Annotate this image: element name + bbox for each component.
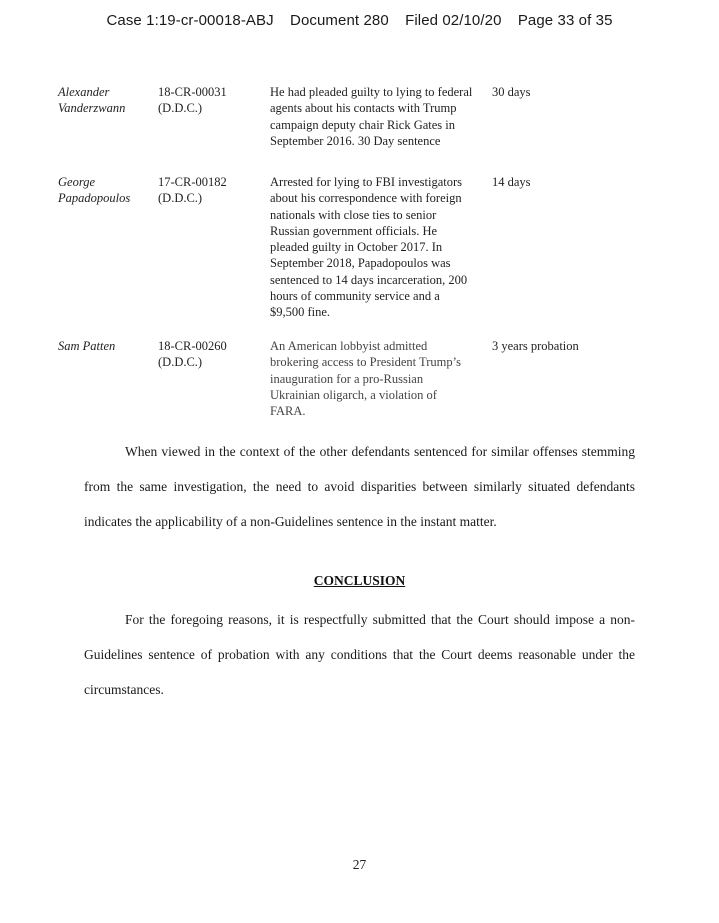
page-indicator: Page 33 of 35 [517,12,613,29]
offense-description: An American lobbyist admitted brokering access to President Trump’s inauguration for a pro-Russian Ukrainian oligarch, a violation of FARA. [270,339,461,419]
case-header [0,12,719,29]
case-number-cell: 18-CR-00031 (D.D.C.) [158,85,227,116]
conclusion-paragraph: For the foregoing reasons, it is respectfully submitted that the Court should impose a non-Guidelines sentence of probation with any conditions that the Court deems reasonable under the circumstances. [84,612,635,698]
sentence-cell: 30 days [492,85,531,99]
conclusion-heading: CONCLUSION [313,573,406,588]
offense-description: Arrested for lying to FBI investigators about his correspondence with foreign nationals with close ties to senior Russian government officials. He pleaded guilty in October 2017. In September 2018, Papadopoulos was sentenced to 14 days incarceration, 200 hours of community service and a $9,500 fine. [270,175,468,320]
page-number: 27 [352,857,367,872]
sentence-cell: 14 days [492,175,531,189]
filed-date: Filed 02/10/20 [405,12,502,29]
defendant-name: Sam Patten [58,339,116,353]
case-number-cell: 18-CR-00260 (D.D.C.) [158,339,227,370]
case-number: Case 1:19-cr-00018-ABJ [106,12,274,29]
case-number-cell: 17-CR-00182 (D.D.C.) [158,175,227,206]
offense-description: He had pleaded guilty to lying to federal agents about his contacts with Trump campaign deputy chair Rick Gates in September 2016. 30 Day sentence [270,85,473,148]
disparity-paragraph: When viewed in the context of the other defendants sentenced for similar offenses stemming from the same investigation, the need to avoid disparities between similarly situated defendants indicates the applicability of a non-Guidelines sentence in the instant matter. [84,444,635,530]
document-number: Document 280 [290,12,389,29]
defendant-name: Alexander Vanderzwann [58,85,126,116]
defendant-name: George Papadopoulos [58,175,131,206]
sentence-cell: 3 years probation [492,339,579,353]
